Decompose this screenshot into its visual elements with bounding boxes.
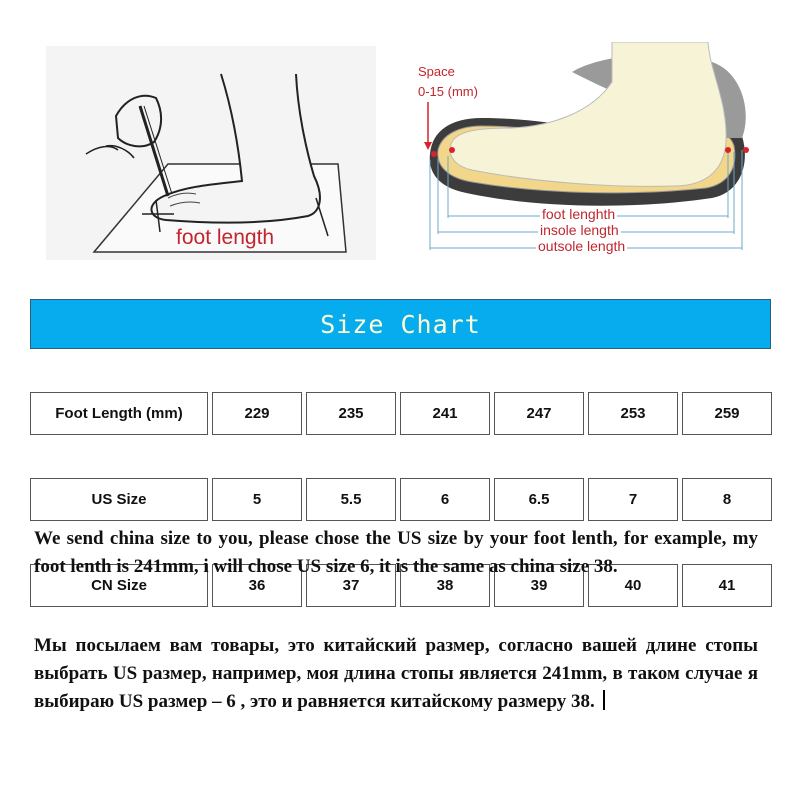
space-range-label: 0-15 (mm) [418,84,478,99]
table-cell: 247 [494,392,584,435]
foot-length-label: foot length [176,226,275,249]
shoe-cross-section-illustration [412,42,757,260]
table-cell: 235 [306,392,396,435]
table-cell: 7 [588,478,678,521]
table-cell: 41 [682,564,772,607]
table-cell: 8 [682,478,772,521]
table-cell: 6.5 [494,478,584,521]
table-cell: 259 [682,392,772,435]
outsole-length-label: outsole length [538,238,626,254]
table-cell: 37 [306,564,396,607]
row-label: US Size [30,478,208,521]
russian-instructions-block [34,632,758,716]
table-cell: 6 [400,478,490,521]
insole-length-label: insole length [540,222,619,238]
table-cell: 38 [400,564,490,607]
foot-measuring-illustration [46,46,376,260]
table-cell: 5 [212,478,302,521]
size-chart-title-bar [30,299,771,349]
table-cell: 36 [212,564,302,607]
text-cursor [603,690,605,710]
english-instructions: We send china size to you, please chose the US size by your foot lenth, for example, my foot lenth is 241mm, i will chose US size 6, it is the same as china size 38. [34,528,758,577]
table-cell: 253 [588,392,678,435]
space-label: Space [418,64,455,79]
russian-instructions: Мы посылаем вам товары, это китайский размер, согласно вашей длине стопы выбрать US размер, например, моя длина стопы является 241mm, в таком случае я выбираю US размер – 6 , это и равняется китайскому размеру 38. [34,635,758,712]
foot-length-measure-label: foot lenghth [542,206,616,222]
table-cell: 229 [212,392,302,435]
table-cell: 5.5 [306,478,396,521]
row-label: CN Size [30,564,208,607]
table-row-us-size [30,478,772,521]
table-cell: 241 [400,392,490,435]
size-chart-title: Size Chart [320,309,481,339]
table-row-foot-length [30,392,772,435]
table-cell: 40 [588,564,678,607]
row-label: Foot Length (mm) [30,392,208,435]
table-cell: 39 [494,564,584,607]
